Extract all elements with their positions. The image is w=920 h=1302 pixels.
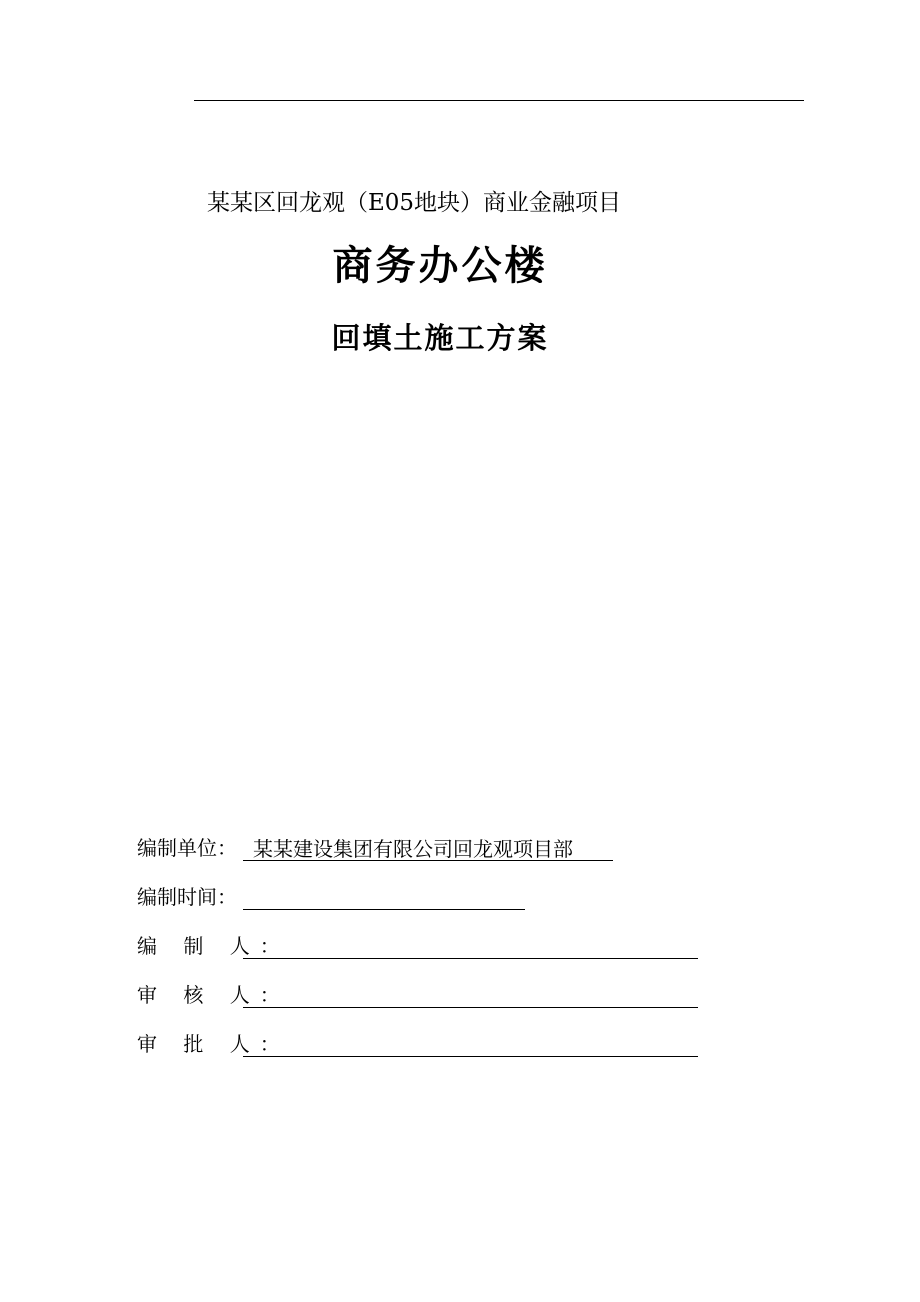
header-rule — [194, 100, 804, 101]
author-row — [137, 929, 698, 959]
document-title: 商务办公楼 — [332, 243, 548, 289]
project-name: 某某区回龙观（E05地块）商业金融项目 — [207, 190, 622, 216]
reviewer-label: 审 核 人： — [137, 983, 290, 1007]
unit-row — [137, 831, 613, 861]
approver-label: 审 批 人： — [137, 1032, 290, 1056]
author-label: 编 制 人： — [137, 934, 290, 958]
approver-field — [243, 1033, 698, 1057]
author-field — [243, 935, 698, 959]
reviewer-row — [137, 978, 698, 1008]
time-row — [137, 880, 525, 910]
reviewer-field — [243, 984, 698, 1008]
document-subtitle: 回填土施工方案 — [331, 321, 549, 355]
approver-row — [137, 1027, 698, 1057]
time-label: 编制时间： — [137, 885, 237, 909]
time-field — [243, 886, 525, 910]
unit-field: 某某建设集团有限公司回龙观项目部 — [243, 837, 613, 861]
unit-label: 编制单位： — [137, 836, 237, 860]
